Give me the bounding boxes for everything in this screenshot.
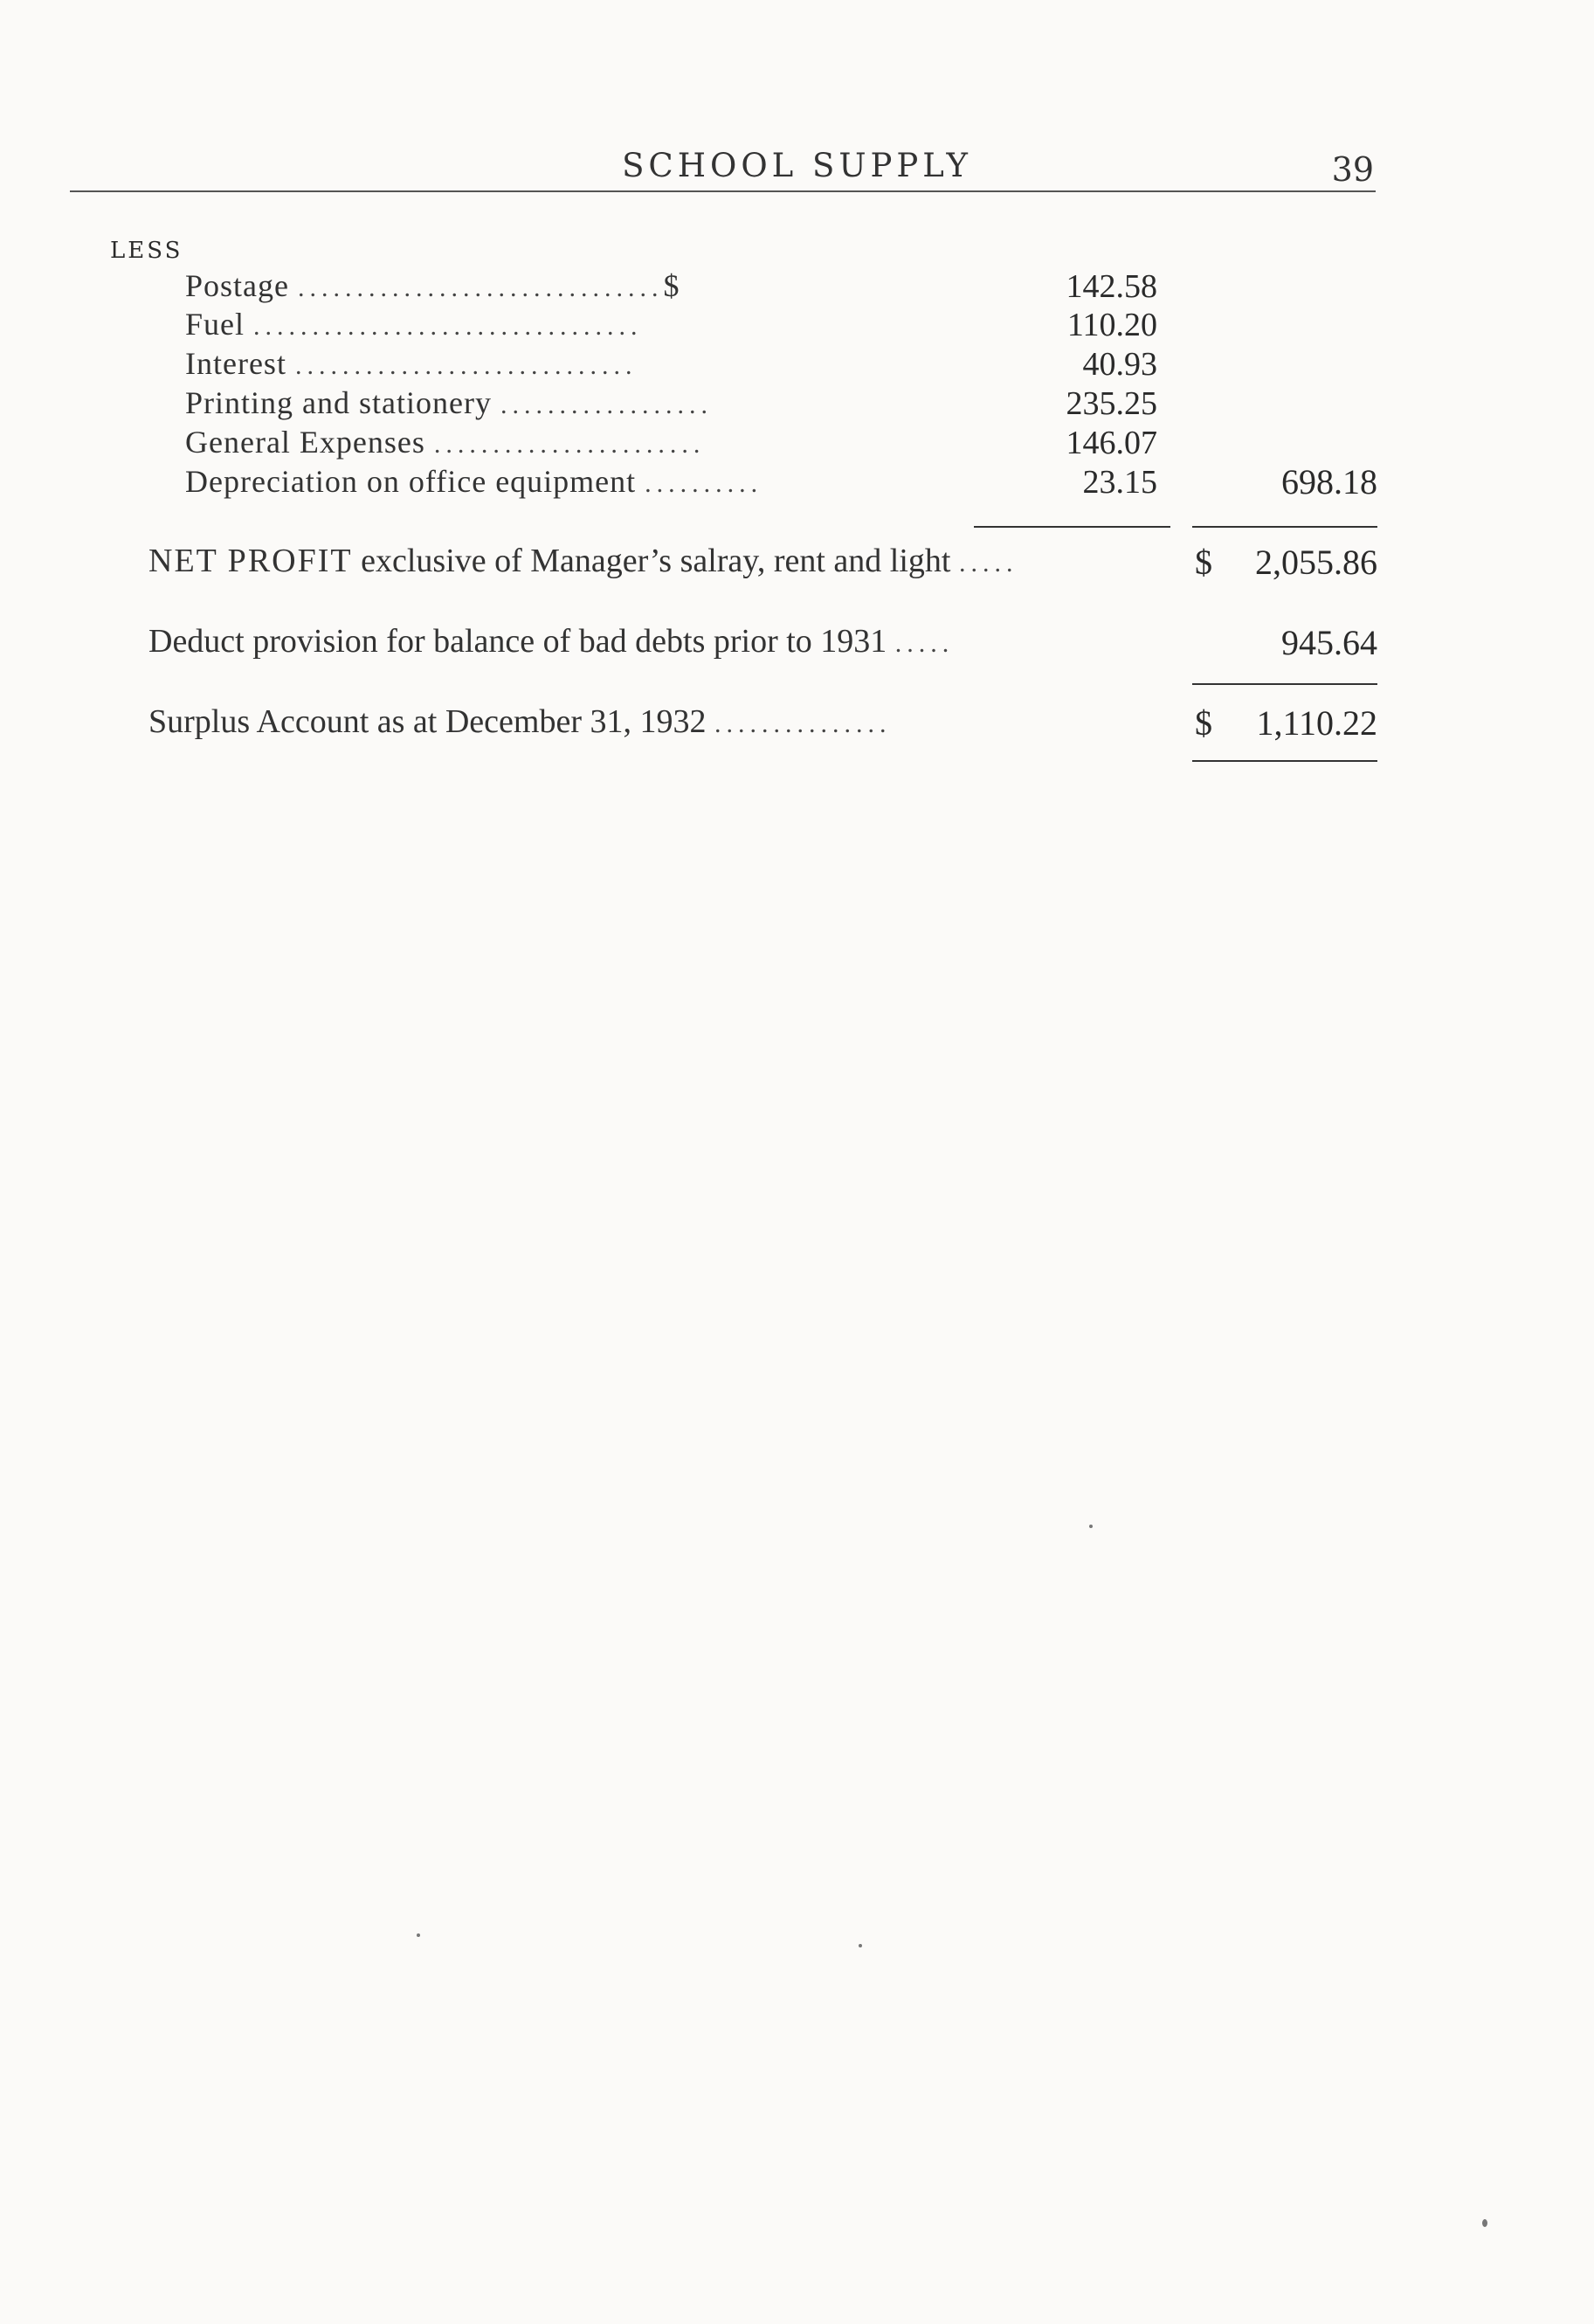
print-speck: [1482, 2219, 1487, 2227]
running-head: SCHOOL SUPPLY: [622, 147, 972, 184]
expense-amount-printing: 235.25: [1066, 385, 1157, 422]
expense-amount-interest: 40.93: [1082, 346, 1157, 383]
expense-label: General Expenses: [185, 425, 425, 460]
dot-leader: .................................: [253, 312, 643, 341]
dot-leader: ...............................: [298, 273, 664, 302]
expense-row-fuel: [185, 306, 643, 342]
dot-leader: ..................: [500, 391, 713, 419]
expense-label: Postage: [185, 268, 289, 303]
total-rule: [1192, 526, 1377, 528]
dot-leader: ..........: [645, 469, 763, 498]
expense-label: Depreciation on office equipment: [185, 464, 637, 499]
expense-row-printing: [185, 384, 713, 421]
expenses-total: 698.18: [1281, 462, 1377, 501]
header-rule: [70, 190, 1376, 192]
net-profit-label-caps: NET PROFIT: [148, 543, 353, 579]
deduct-row: [148, 622, 954, 661]
surplus-row: [148, 702, 891, 741]
expense-amount-fuel: 110.20: [1066, 307, 1157, 343]
print-speck: [417, 1933, 420, 1937]
net-profit-label: exclusive of Manager’s salray, rent and light: [361, 543, 951, 579]
surplus-rule: [1192, 760, 1377, 762]
net-profit-amount: 2,055.86: [1255, 543, 1377, 582]
net-profit-currency: $: [1195, 543, 1212, 582]
expense-currency: $: [663, 268, 680, 303]
expense-label: Printing and stationery: [185, 385, 492, 420]
subtotal-rule: [974, 526, 1170, 528]
dot-leader: .....: [958, 549, 1018, 578]
expense-row-depreciation: [185, 463, 762, 500]
expense-row-interest: [185, 345, 637, 382]
print-speck: [1089, 1525, 1093, 1528]
expense-amount-general: 146.07: [1066, 425, 1157, 461]
surplus-amount: 1,110.22: [1256, 703, 1377, 743]
expense-amount-postage: 142.58: [1066, 268, 1157, 305]
deduct-label: Deduct provision for balance of bad debts prior to 1931: [148, 623, 887, 660]
surplus-label: Surplus Account as at December 31, 1932: [148, 703, 707, 740]
expense-row-postage: [185, 267, 680, 304]
expense-amount-depreciation: 23.15: [1082, 464, 1157, 501]
expense-label: Interest: [185, 346, 286, 381]
dot-leader: .......................: [433, 430, 706, 459]
surplus-currency: $: [1195, 703, 1212, 743]
page-number: 39: [1331, 150, 1374, 189]
deduct-amount: 945.64: [1281, 623, 1377, 662]
expense-label: Fuel: [185, 307, 245, 342]
less-label: LESS: [110, 238, 183, 264]
deduct-rule: [1192, 683, 1377, 685]
dot-leader: .............................: [294, 351, 638, 380]
dot-leader: .....: [894, 629, 955, 658]
dot-leader: ...............: [714, 709, 892, 738]
net-profit-row: [148, 542, 1018, 580]
print-speck: [859, 1944, 862, 1947]
expense-row-general: [185, 424, 705, 460]
